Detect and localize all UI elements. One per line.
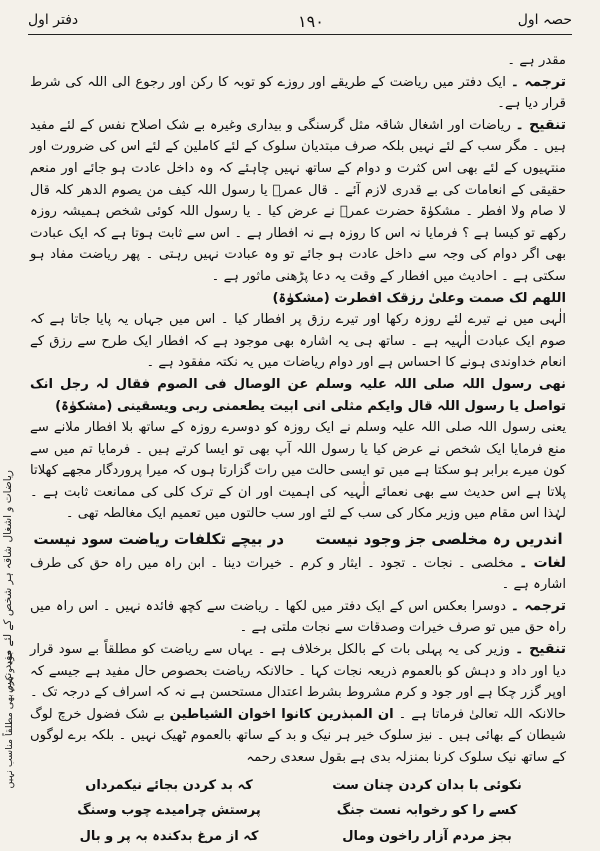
tanqih-label: تنقیح ۔ <box>515 116 566 133</box>
arabic-ayah: ان المبذرین کانوا اخوان الشیاطین <box>169 706 394 722</box>
verse-title-left: در بیچے تکلفات ریاضت سود نیست <box>33 530 285 549</box>
couplet-1-left: کہ بد کردن بجائے نیکمرداں <box>85 777 253 793</box>
couplet-2-right: کسے را کو رخوابہ نست جنگ <box>336 803 518 819</box>
couplet-3-left: کہ از مرغ بدکندہ بہ پر و بال <box>79 828 259 844</box>
header-part-label: حصہ اول <box>517 12 572 28</box>
verse-title <box>30 529 566 551</box>
page-number: ١٩٠ <box>298 12 324 31</box>
header-volume-label: دفتر اول <box>28 12 79 28</box>
paragraph-3: تنقیح ۔ ریاضات اور اشغال شاقہ مثل گرسنگی و بیداری وغیرہ بے شک اصلاح نفس کے لئے مفید ہیں ۔ مگر سب کے لئے نہیں بلکہ صرف مبتدیان سلوک کے لئے کاملین کے لئے اس کی ضرورت اور منتہیوں کے لئے بھی اس کثرت و دوام کے ساتھ نہیں چاہئے کہ وہ داخل عادت ہو جائے اور منعم حقیقی کے انعامات کی بے قدری لازم آئے ۔ قال عمرؓ یا رسول اللہ کیف من یصوم الدھر کلہ قال لا صام ولا افطر ۔ مشکوٰۃ حضرت عمرؓ نے عرض کیا ۔ یا رسول اللہ کوئی شخص ہمیشہ روزہ رکھے تو کیسا ہے ؟ فرمایا نہ اس کا روزہ ہے نہ افطار ہے ۔ اس سے ثابت ہوتا ہے کہ ایک عبادت بھی اگر دوام کی وجہ سے داخل عادت ہو جائے تو وہ عبادت نہیں رہتی ۔ پھر ریاضت مفاد ہو سکتی ہے ۔ احادیث میں افطار کے وقت یہ دعا پڑھنی ماثور ہے ۔ <box>30 116 566 284</box>
couplet-3-right: بجز مردم آزار راخون ومال <box>342 828 512 844</box>
couplets <box>30 775 566 848</box>
couplet-1-right: نکوئی با بدان کردن چنان ست <box>332 777 522 793</box>
margin-note-jood: جود و کرم بھی مطلقاً مناسب نہیں <box>4 650 15 789</box>
paragraph-1: مقدر ہے ۔ <box>507 53 566 68</box>
paragraph-5: الٰہی میں نے تیرے لئے روزہ رکھا اور تیرے رزق پر افطار کیا ۔ اس میں جہاں یہ پایا جاتا ہے کہ صوم ایک عبادت الٰہیہ ہے ۔ ساتھ ہی یہ اشارہ بھی موجود ہے کہ افطار ایک طرح سے رزق کے انعام خداوندی ہونے کا احساس ہے اور دوام ریاضات میں یہ نکتہ مفقود ہے ۔ <box>30 312 566 371</box>
arabic-hadith: نھی رسول اللہ صلی اللہ علیہ وسلم عن الوصال فی الصوم فقال لہ رجل انک تواصل یا رسول اللہ قال وایکم مثلی انی ابیت یطعمنی ربی ویسقینی (مشکوٰۃ) <box>30 376 566 414</box>
paragraph-tarjuma-2: ترجمہ ۔ دوسرا بعکس اس کے ایک دفتر میں لکھا ۔ ریاضت سے کچھ فائدہ نہیں ۔ اس راہ میں راہ حق میں تو صرف خیرات وصدقات سے نجات ملتی ہے ۔ <box>30 597 566 636</box>
margin-note-riyazat: ریاضات و اشغال شاقہ ہر شخص کے لئے مفید نہیں <box>2 470 14 693</box>
arabic-dua: اللھم لک صمت وعلیٰ رزقک افطرت (مشکوٰۃ) <box>272 290 566 306</box>
paragraph-lughat: لغات ۔ مخلصی ۔ نجات ۔ تجود ۔ ایثار و کرم ۔ خیرات دینا ۔ ابن راہ میں راہ حق کی طرف اشارہ ہے ۔ <box>30 554 566 593</box>
page-body <box>30 50 566 843</box>
verse-title-right: اندریں رہ مخلصی جز وجود نیست <box>315 530 563 549</box>
paragraph-tanqih-2: تنقیح ۔ وزیر کی یہ پہلی بات کے بالکل برخلاف ہے ۔ یہاں سے ریاضت کو مطلقاً بے سود قرار دیا اور داد و دہش کو بالعموم ذریعہ نجات کہا ۔ حالانکہ ریاضت بحصوص حال مفید ہے جیسے کہ اوپر گزر چکا ہے اور جود و کرم مشروط بشرط اعتدال مستحسن ہے نہ کہ اسراف کے درجہ تک ۔ حالانکہ اللہ تعالیٰ فرماتا ہے ۔ ان المبذرین کانوا اخوان الشیاطین بے شک فضول خرچ لوگ شیطان کے بھائی ہیں ۔ نیز سلوک خیر ہر نیک و بد کے ساتھ بالعموم ٹھیک نہیں ۔ بلکہ برے لوگوں کے ساتھ نیک سلوک کرنا بمنزلہ بدی ہے بقول سعدی رحمہ <box>30 641 567 765</box>
tarjuma-label: ترجمہ ۔ <box>510 73 566 90</box>
paragraph-2: ترجمہ ۔ ایک دفتر میں ریاضت کے طریقے اور روزے کو توبہ کا رکن اور رجوع الی اللہ کی شرط قرار دیا ہے۔ <box>30 73 566 112</box>
couplet-2-left: پرستش چرامیدے چوب وسنگ <box>77 803 261 819</box>
page-header <box>28 6 572 35</box>
paragraph-7: یعنی رسول اللہ صلی اللہ علیہ وسلم نے ایک روزہ کو دوسرے روزہ کے ساتھ بلا افطار ملانے سے منع فرمایا ایک شخص نے عرض کیا یا رسول اللہ آپ بھی تو ایسا کرتے ہیں ۔ فرمایا تم میں سے کون میرے برابر ہو سکتا ہے میں تو ایسی حالت میں رات گزارتا ہوں کہ میرا پروردگار مجھے کھلاتا پلاتا ہے اس حدیث سے بھی نعمائے الٰہیہ کی اہمیت اور ان کے ترک کلی کی ممانعت ثابت ہے ۔ لہٰذا اس مقام میں وزیر مکار کی سب کے لئے اور سب حالتوں میں تعمیم ایک مغالطہ تھی ۔ <box>30 420 566 522</box>
